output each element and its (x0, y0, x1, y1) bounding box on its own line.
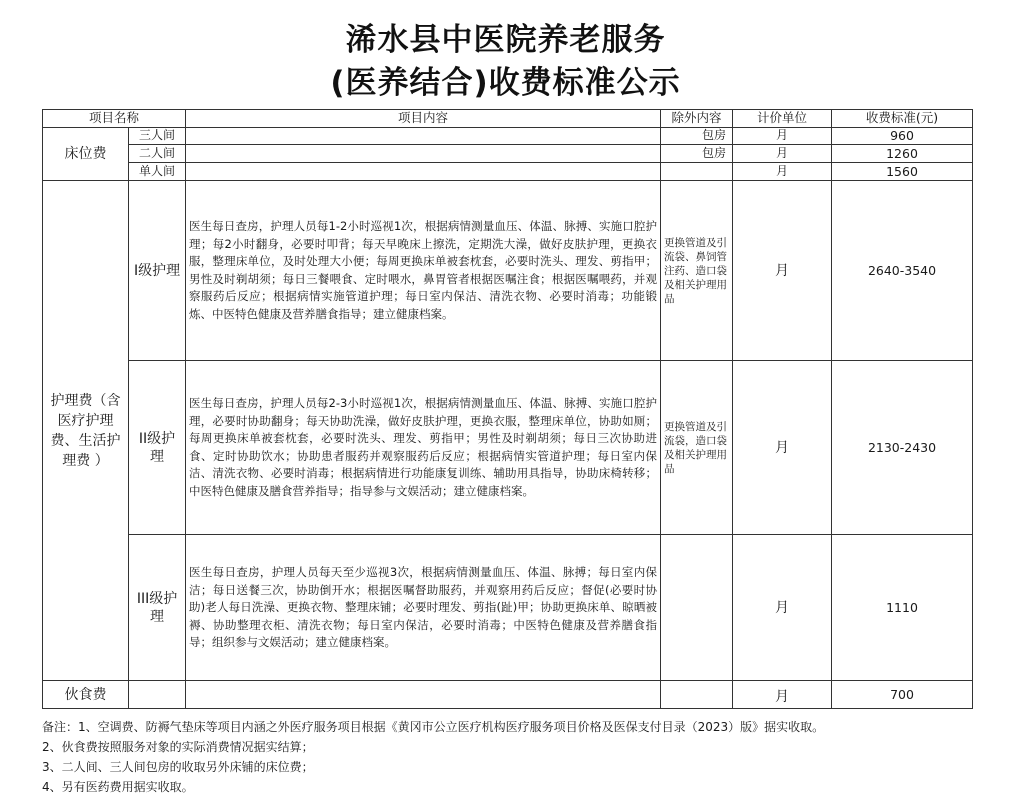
care-level: I级护理 (129, 181, 186, 361)
meal-exclusions (661, 681, 733, 709)
care-fee: 2130-2430 (832, 361, 973, 535)
row-unit: 月 (733, 163, 832, 181)
header-unit: 计价单位 (733, 110, 832, 128)
care-unit: 月 (733, 361, 832, 535)
table-row (43, 361, 973, 535)
care-level: III级护理 (129, 535, 186, 681)
table-header-row (43, 110, 973, 128)
header-content: 项目内容 (186, 110, 661, 128)
table-row (43, 535, 973, 681)
note-line: 备注：1、空调费、防褥气垫床等项目内涵之外医疗服务项目根据《黄冈市公立医疗机构医疗服务项目价格及医保支付目录（2023）版》据实收取。 (42, 720, 825, 734)
header-exclusions: 除外内容 (661, 110, 733, 128)
care-content: 医生每日查房，护理人员每1-2小时巡视1次，根据病情测量血压、体温、脉搏、实施口腔护理；每2小时翻身，必要时叩背；每天早晚床上擦洗，定期洗大澡，做好皮肤护理，更换衣服，整理床单位，及时处理大小便；每周更换床单被套枕套，必要时洗头、理发、剪指甲；男性及时剃胡须；每日三餐喂食、定时喂水，鼻胃管者根据医嘱注食；根据医嘱喂药，并观察服药后反应；根据病情实施管道护理；每日室内保洁、清洗衣物、必要时消毒；功能锻炼、中医特色健康及营养膳食指导；建立健康档案。 (186, 181, 661, 361)
row-fee: 960 (832, 128, 973, 145)
page-title: 浠水县中医院养老服务 (345, 22, 666, 58)
meal-content (186, 681, 661, 709)
note-line: 4、另有医药费用据实收取。 (42, 780, 194, 794)
table-row (43, 163, 973, 181)
bed-fee-category: 床位费 (43, 128, 129, 181)
row-content (186, 163, 661, 181)
meal-fee-category: 伙食费 (43, 681, 129, 709)
care-unit: 月 (733, 535, 832, 681)
fee-table (42, 109, 973, 709)
header-item-name: 项目名称 (43, 110, 186, 128)
notes (42, 717, 1002, 797)
row-exclusions: 包房 (661, 145, 733, 163)
row-fee: 1260 (832, 145, 973, 163)
header-fee: 收费标准(元) (832, 110, 973, 128)
note-line: 3、二人间、三人间包房的收取另外床铺的床位费； (42, 760, 314, 774)
care-fee-category: 护理费（含医疗护理费、生活护理费 ） (43, 181, 129, 681)
page-subtitle: (医养结合)收费标准公示 (330, 65, 681, 101)
row-fee: 1560 (832, 163, 973, 181)
row-exclusions: 包房 (661, 128, 733, 145)
row-exclusions (661, 163, 733, 181)
care-exclusions (661, 535, 733, 681)
table-row (43, 145, 973, 163)
care-level: II级护理 (129, 361, 186, 535)
care-content: 医生每日查房，护理人员每2-3小时巡视1次，根据病情测量血压、体温、脉搏、实施口腔护理，必要时协助翻身；每天协助洗澡，做好皮肤护理，更换衣服，整理床单位，协助如厕；每周更换床单被套枕套，必要时洗头、理发、剪指甲；男性及时剃胡须；每日三次协助进食、定时协助饮水；协助患者服药并观察服药后反应；根据病情实管道护理；每日室内保洁、清洗衣物、必要时消毒；根据病情进行功能康复训练、辅助用具指导，协助床椅转移；中医特色健康及膳食营养指导；指导参与文娱活动；建立健康档案。 (186, 361, 661, 535)
room-type: 单人间 (129, 163, 186, 181)
care-exclusions: 更换管道及引流袋、鼻饲管注药、造口袋及相关护理用品 (661, 181, 733, 361)
row-unit: 月 (733, 128, 832, 145)
row-unit: 月 (733, 145, 832, 163)
meal-fee: 700 (832, 681, 973, 709)
care-exclusions: 更换管道及引流袋，造口袋及相关护理用品 (661, 361, 733, 535)
care-unit: 月 (733, 181, 832, 361)
note-line: 2、伙食费按照服务对象的实际消费情况据实结算； (42, 740, 314, 754)
table-row (43, 181, 973, 361)
table-row (43, 128, 973, 145)
room-type: 二人间 (129, 145, 186, 163)
care-fee: 2640-3540 (832, 181, 973, 361)
meal-level (129, 681, 186, 709)
meal-unit: 月 (733, 681, 832, 709)
care-fee: 1110 (832, 535, 973, 681)
table-row (43, 681, 973, 709)
room-type: 三人间 (129, 128, 186, 145)
care-content: 医生每日查房，护理人员每天至少巡视3次，根据病情测量血压、体温、脉搏；每日室内保洁；每日送餐三次，协助倒开水；根据医嘱督助服药，并观察用药后反应；督促(必要时协助)老人每日洗澡、更换衣物、整理床铺；必要时理发、剪指(趾)甲；协助更换床单、晾晒被褥、协助整理衣柜、清洗衣物；每日室内保洁，必要时消毒；中医特色健康及营养膳食指导；组织参与文娱活动；建立健康档案。 (186, 535, 661, 681)
row-content (186, 128, 661, 145)
row-content (186, 145, 661, 163)
